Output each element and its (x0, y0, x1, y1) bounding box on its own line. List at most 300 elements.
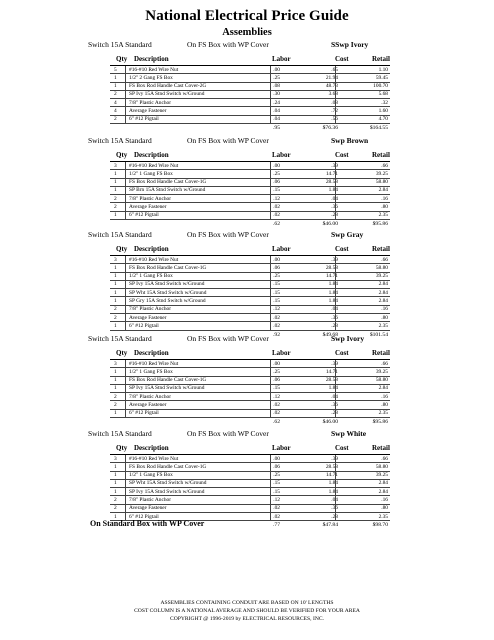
column-divider (125, 385, 126, 392)
column-divider (335, 162, 336, 169)
table-row (110, 212, 390, 220)
cell-cost: 14.71 (325, 472, 338, 479)
table-row (110, 401, 390, 409)
cell-desc: FS Box Rod Handle Cast Cover-2G (129, 83, 207, 90)
cell-cost: .04 (331, 195, 338, 202)
column-divider (270, 66, 271, 73)
section-header (0, 136, 494, 147)
cell-labor: .02 (273, 212, 280, 219)
table-row (110, 480, 390, 488)
cell-desc: Average Fastener (129, 204, 167, 211)
cell-retail: .80 (381, 402, 388, 409)
cell-desc: 1/2" 1 Gang FS Box (129, 273, 173, 280)
column-header-retail: Retail (372, 245, 390, 253)
cell-retail: .66 (381, 455, 388, 462)
cell-retail: .16 (381, 306, 388, 313)
cell-desc: 1/2" 1 Gang FS Box (129, 170, 173, 177)
cell-cost: .36 (331, 402, 338, 409)
cell-retail: 2.35 (378, 513, 388, 520)
total-retail: $95.86 (372, 221, 388, 228)
table-row (110, 377, 390, 385)
cell-retail: .66 (381, 256, 388, 263)
column-divider (335, 472, 336, 479)
cell-labor: .12 (273, 497, 280, 504)
column-divider (270, 107, 271, 114)
table-row (110, 488, 390, 496)
total-labor: .77 (273, 522, 280, 529)
column-divider (125, 360, 126, 367)
column-divider (335, 264, 336, 271)
column-divider (335, 212, 336, 219)
column-divider (270, 273, 271, 280)
cell-cost: .28 (331, 410, 338, 417)
table-row (110, 116, 390, 124)
column-divider (335, 170, 336, 177)
column-divider (125, 74, 126, 81)
cell-retail: .80 (381, 204, 388, 211)
cell-labor: .15 (273, 480, 280, 487)
column-headers (0, 151, 494, 161)
cell-retail: 58.80 (375, 264, 388, 271)
cell-cost: .65 (331, 66, 338, 73)
cell-desc: Average Fastener (129, 402, 167, 409)
cell-cost: 14.71 (325, 170, 338, 177)
cell-desc: 1/2" 1 Gang FS Box (129, 472, 173, 479)
section-box-label: On FS Box with WP Cover (187, 429, 269, 438)
total-retail: $95.86 (372, 419, 388, 426)
column-divider (335, 66, 336, 73)
cell-retail: 58.80 (375, 377, 388, 384)
table-row (110, 496, 390, 504)
column-divider (270, 99, 271, 106)
cell-desc: SP Brn 15A Stnd Switch w/Ground (129, 187, 206, 194)
column-divider (335, 116, 336, 123)
cell-qty: 1 (114, 289, 117, 296)
column-headers (0, 245, 494, 255)
table-row (110, 314, 390, 322)
cell-desc: 1/2" 2 Gang FS Box (129, 74, 173, 81)
table-row (110, 393, 390, 401)
cell-desc: SP Ivy 15A Stnd Switch w/Ground (129, 91, 205, 98)
column-divider (125, 488, 126, 495)
column-header-qty: Qty (116, 55, 128, 63)
cell-qty: 2 (114, 195, 117, 202)
section-variant-label: Swp White (331, 429, 367, 438)
cell-desc: Average Fastener (129, 108, 167, 115)
column-divider (270, 480, 271, 487)
column-divider (335, 322, 336, 329)
cell-qty: 2 (114, 505, 117, 512)
column-divider (125, 99, 126, 106)
section-variant-label: Swp Gray (331, 230, 364, 239)
items-table (110, 255, 390, 331)
cell-desc: FS Box Rod Handle Cast Cover-1G (129, 179, 207, 186)
items-table (110, 359, 390, 418)
section-header (0, 331, 494, 345)
column-divider (125, 203, 126, 210)
column-divider (125, 368, 126, 375)
column-divider (125, 393, 126, 400)
cell-retail: 4.70 (378, 116, 388, 123)
column-divider (125, 179, 126, 186)
cell-labor: .06 (273, 377, 280, 384)
column-divider (335, 360, 336, 367)
table-row (110, 187, 390, 195)
section-header (0, 429, 494, 440)
assembly-section (0, 331, 494, 427)
cell-retail: 2.84 (378, 488, 388, 495)
column-header-retail: Retail (372, 349, 390, 357)
column-header-cost: Cost (335, 349, 349, 357)
cell-cost: .04 (331, 497, 338, 504)
cell-desc: FS Box Rod Handle Cast Cover-1G (129, 463, 207, 470)
table-row (110, 463, 390, 471)
cell-desc: Average Fastener (129, 314, 167, 321)
cell-labor: .25 (273, 273, 280, 280)
column-divider (125, 256, 126, 263)
column-divider (335, 480, 336, 487)
column-divider (270, 162, 271, 169)
column-headers (0, 349, 494, 359)
cell-cost: .36 (331, 314, 338, 321)
cell-desc: SP Gry 15A Stnd Switch w/Ground (129, 298, 206, 305)
column-header-qty: Qty (116, 444, 128, 452)
column-divider (335, 281, 336, 288)
column-divider (335, 203, 336, 210)
cell-qty: 2 (114, 204, 117, 211)
cell-desc: 7/8" Plastic Anchor (129, 497, 172, 504)
cell-qty: 2 (114, 116, 117, 123)
cell-qty: 2 (114, 314, 117, 321)
cell-desc: 7/8" Plastic Anchor (129, 99, 172, 106)
cell-labor: .06 (273, 179, 280, 186)
table-row (110, 297, 390, 305)
cell-labor: .12 (273, 393, 280, 400)
column-divider (125, 187, 126, 194)
cell-qty: 3 (114, 256, 117, 263)
cell-qty: 1 (114, 83, 117, 90)
column-divider (270, 505, 271, 512)
table-row (110, 203, 390, 211)
cell-desc: #16-#10 Red Wire Nut (129, 66, 179, 73)
cell-desc: #16-#10 Red Wire Nut (129, 256, 179, 263)
cell-cost: 48.73 (325, 83, 338, 90)
cell-retail: 39.25 (375, 273, 388, 280)
cell-labor: .25 (273, 74, 280, 81)
column-divider (270, 385, 271, 392)
column-header-qty: Qty (116, 151, 128, 159)
cell-cost: 28.58 (325, 179, 338, 186)
cell-labor: .00 (273, 256, 280, 263)
cell-qty: 1 (114, 488, 117, 495)
column-divider (125, 297, 126, 304)
cell-qty: 2 (114, 497, 117, 504)
section-box-label: On FS Box with WP Cover (187, 230, 269, 239)
cell-retail: .16 (381, 393, 388, 400)
cell-qty: 1 (114, 179, 117, 186)
column-divider (335, 289, 336, 296)
column-header-labor: Labor (272, 245, 291, 253)
cell-desc: SP Ivy 15A Stnd Switch w/Ground (129, 488, 205, 495)
cell-labor: .04 (273, 116, 280, 123)
section-box-label: On FS Box with WP Cover (187, 136, 269, 145)
cell-labor: .12 (273, 306, 280, 313)
table-row (110, 99, 390, 107)
items-table (110, 65, 390, 124)
column-divider (270, 179, 271, 186)
column-divider (335, 99, 336, 106)
assembly-section (0, 429, 494, 530)
cell-qty: 2 (114, 306, 117, 313)
cell-desc: 7/8" Plastic Anchor (129, 306, 172, 313)
cell-desc: #16-#10 Red Wire Nut (129, 162, 179, 169)
cell-cost: 1.84 (328, 298, 338, 305)
cell-labor: .02 (273, 505, 280, 512)
section-type-label: Switch 15A Standard (88, 136, 152, 145)
column-header-cost: Cost (335, 444, 349, 452)
column-divider (125, 281, 126, 288)
column-header-qty: Qty (116, 245, 128, 253)
table-row (110, 385, 390, 393)
cell-desc: SP Ivy 15A Stnd Switch w/Ground (129, 281, 205, 288)
total-cost: $47.84 (322, 522, 338, 529)
column-divider (125, 273, 126, 280)
column-divider (270, 297, 271, 304)
column-divider (270, 472, 271, 479)
column-header-cost: Cost (335, 151, 349, 159)
cell-desc: Average Fastener (129, 505, 167, 512)
column-divider (335, 410, 336, 417)
cell-desc: 7/8" Plastic Anchor (129, 393, 172, 400)
cell-cost: 28.58 (325, 377, 338, 384)
cell-qty: 1 (114, 322, 117, 329)
cell-labor: .15 (273, 488, 280, 495)
cell-qty: 4 (114, 108, 117, 115)
total-cost: $76.36 (322, 125, 338, 132)
table-row (110, 505, 390, 513)
cell-labor: .25 (273, 472, 280, 479)
items-table (110, 454, 390, 521)
cell-labor: .24 (273, 99, 280, 106)
column-divider (125, 480, 126, 487)
cell-qty: 4 (114, 99, 117, 106)
column-header-description: Description (134, 444, 169, 452)
cell-qty: 1 (114, 368, 117, 375)
cell-retail: 2.35 (378, 322, 388, 329)
table-row (110, 306, 390, 314)
cell-labor: .02 (273, 410, 280, 417)
table-row (110, 74, 390, 82)
table-row (110, 368, 390, 376)
cell-retail: 1.60 (378, 108, 388, 115)
cell-qty: 1 (114, 212, 117, 219)
cell-cost: .28 (331, 513, 338, 520)
cell-retail: 2.35 (378, 410, 388, 417)
column-divider (335, 273, 336, 280)
cell-desc: 6" #12 Pigtail (129, 116, 159, 123)
cell-qty: 3 (114, 360, 117, 367)
column-divider (270, 256, 271, 263)
total-labor: .62 (273, 221, 280, 228)
section-variant-label: Swp Brown (331, 136, 369, 145)
cell-retail: 1.10 (378, 66, 388, 73)
column-divider (270, 306, 271, 313)
cell-cost: 1.84 (328, 480, 338, 487)
column-divider (125, 455, 126, 462)
cell-desc: FS Box Rod Handle Cast Cover-1G (129, 264, 207, 271)
column-divider (335, 401, 336, 408)
column-header-qty: Qty (116, 349, 128, 357)
cell-cost: 1.84 (328, 488, 338, 495)
section-header (0, 40, 494, 51)
column-divider (125, 195, 126, 202)
cell-cost: 1.84 (328, 289, 338, 296)
cell-labor: .06 (273, 264, 280, 271)
cell-labor: .00 (273, 66, 280, 73)
final-section-label: On Standard Box with WP Cover (90, 519, 205, 528)
column-divider (335, 377, 336, 384)
cell-retail: .16 (381, 195, 388, 202)
cell-labor: .25 (273, 368, 280, 375)
column-header-labor: Labor (272, 55, 291, 63)
cell-retail: 39.25 (375, 368, 388, 375)
column-divider (335, 195, 336, 202)
cell-desc: FS Box Rod Handle Cast Cover-1G (129, 377, 207, 384)
cell-retail: 5.68 (378, 91, 388, 98)
section-header (0, 230, 494, 241)
column-divider (335, 393, 336, 400)
cell-retail: 39.25 (375, 472, 388, 479)
cell-desc: 6" #12 Pigtail (129, 322, 159, 329)
table-row (110, 179, 390, 187)
column-divider (335, 385, 336, 392)
page-subtitle: Assemblies (222, 27, 272, 38)
total-cost: $49.68 (322, 331, 338, 338)
items-table (110, 161, 390, 220)
column-divider (125, 264, 126, 271)
cell-retail: .66 (381, 360, 388, 367)
cell-retail: .32 (381, 99, 388, 106)
column-divider (270, 410, 271, 417)
page-title: National Electrical Price Guide (145, 8, 349, 24)
column-divider (125, 83, 126, 90)
cell-labor: .30 (273, 91, 280, 98)
column-divider (335, 463, 336, 470)
column-divider (335, 505, 336, 512)
column-divider (270, 281, 271, 288)
cell-qty: 2 (114, 402, 117, 409)
cell-cost: 14.71 (325, 368, 338, 375)
cell-retail: 58.80 (375, 463, 388, 470)
cell-labor: .15 (273, 298, 280, 305)
cell-cost: .39 (331, 360, 338, 367)
column-divider (335, 256, 336, 263)
cell-desc: 6" #12 Pigtail (129, 410, 159, 417)
column-divider (335, 91, 336, 98)
table-row (110, 162, 390, 170)
cell-labor: .00 (273, 455, 280, 462)
cell-qty: 3 (114, 162, 117, 169)
column-divider (270, 360, 271, 367)
cell-cost: .04 (331, 306, 338, 313)
cell-desc: 1/2" 1 Gang FS Box (129, 368, 173, 375)
section-box-label: On FS Box with WP Cover (187, 334, 269, 343)
assembly-section (0, 230, 494, 340)
column-header-retail: Retail (372, 55, 390, 63)
column-divider (335, 107, 336, 114)
column-divider (335, 368, 336, 375)
cell-cost: .36 (331, 204, 338, 211)
cell-labor: .04 (273, 108, 280, 115)
cell-cost: .28 (331, 212, 338, 219)
column-divider (270, 322, 271, 329)
cell-cost: .08 (331, 99, 338, 106)
cell-qty: 1 (114, 385, 117, 392)
cell-cost: 3.68 (328, 91, 338, 98)
column-divider (125, 314, 126, 321)
column-divider (270, 195, 271, 202)
table-row (110, 195, 390, 203)
cell-qty: 1 (114, 264, 117, 271)
cell-retail: 2.84 (378, 187, 388, 194)
cell-cost: .39 (331, 162, 338, 169)
cell-cost: 28.58 (325, 264, 338, 271)
cell-qty: 1 (114, 187, 117, 194)
cell-cost: .28 (331, 322, 338, 329)
total-cost: $46.00 (322, 419, 338, 426)
column-header-retail: Retail (372, 151, 390, 159)
table-row (110, 472, 390, 480)
cell-cost: 21.94 (325, 74, 338, 81)
cell-retail: 2.84 (378, 289, 388, 296)
column-divider (270, 455, 271, 462)
section-type-label: Switch 15A Standard (88, 334, 152, 343)
assembly-section (0, 136, 494, 229)
column-divider (270, 116, 271, 123)
column-headers (0, 55, 494, 65)
column-divider (335, 314, 336, 321)
cell-labor: .15 (273, 281, 280, 288)
column-divider (335, 496, 336, 503)
cell-qty: 1 (114, 410, 117, 417)
table-row (110, 91, 390, 99)
cell-cost: .39 (331, 455, 338, 462)
cell-retail: 59.45 (375, 74, 388, 81)
total-cost: $46.00 (322, 221, 338, 228)
column-divider (125, 306, 126, 313)
column-divider (125, 212, 126, 219)
section-box-label: On FS Box with WP Cover (187, 40, 269, 49)
table-row (110, 107, 390, 115)
column-header-labor: Labor (272, 444, 291, 452)
column-divider (270, 368, 271, 375)
column-divider (335, 488, 336, 495)
column-divider (270, 314, 271, 321)
cell-cost: 28.58 (325, 463, 338, 470)
column-divider (125, 463, 126, 470)
column-divider (270, 401, 271, 408)
column-divider (270, 463, 271, 470)
footer-line-2: COST COLUMN IS A NATIONAL AVERAGE AND SHOULD BE VERIFIED FOR YOUR AREA (134, 608, 360, 614)
cell-retail: 2.35 (378, 212, 388, 219)
column-divider (335, 179, 336, 186)
column-header-cost: Cost (335, 245, 349, 253)
cell-labor: .02 (273, 513, 280, 520)
section-variant-label: SSwp Ivory (331, 40, 369, 49)
column-divider (125, 322, 126, 329)
cell-labor: .15 (273, 385, 280, 392)
cell-cost: .36 (331, 505, 338, 512)
